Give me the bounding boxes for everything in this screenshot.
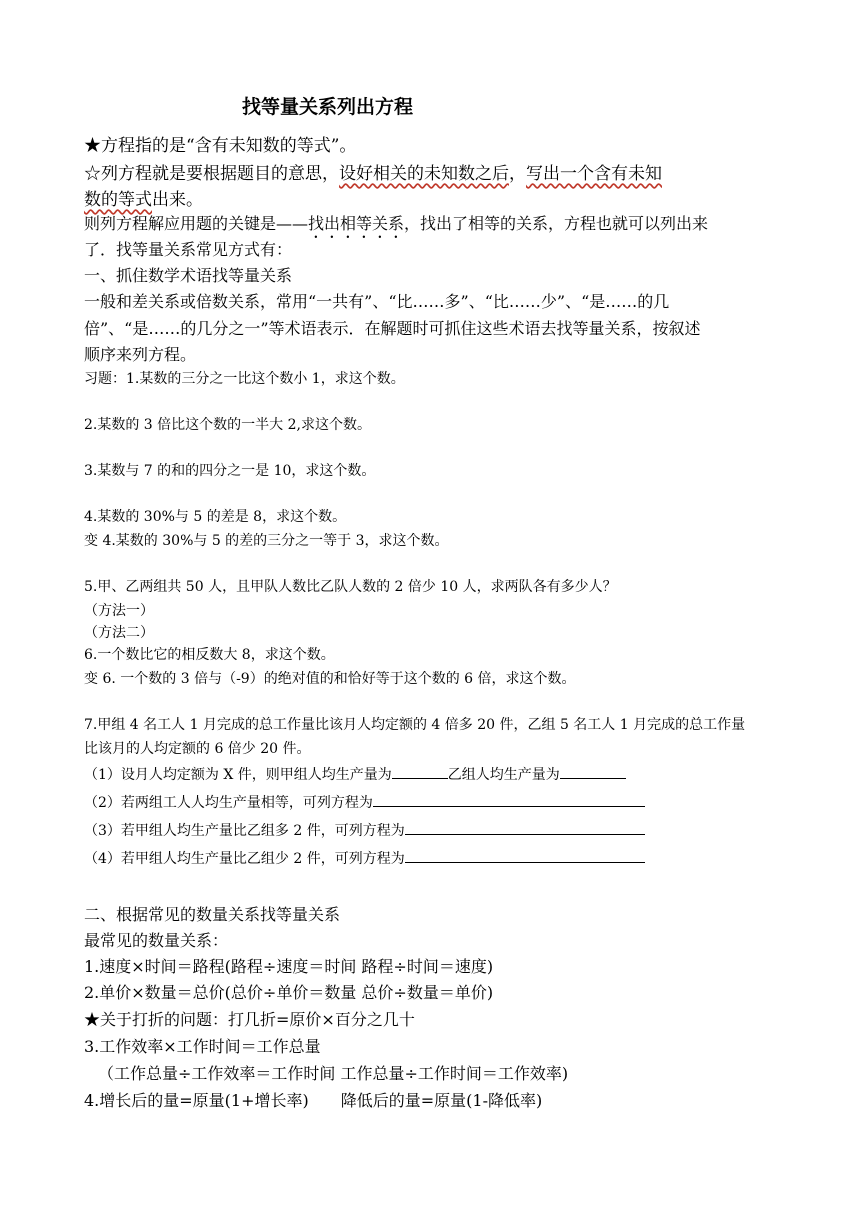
text-span: 出来。 <box>152 190 203 210</box>
emphasized-text: 设好相关的未知数之后 <box>339 164 509 184</box>
answer-blank[interactable] <box>405 848 645 863</box>
section1-heading: 一、抓住数学术语找等量关系 <box>84 266 293 285</box>
answer-blank[interactable] <box>560 764 626 779</box>
subquestion-2 <box>84 792 645 812</box>
text-span: （2）若两组工人人均生产量相等，可列方程为 <box>84 795 373 811</box>
text-span: ， <box>509 164 526 184</box>
method-1: （方法一） <box>84 603 154 619</box>
intro-line-2 <box>84 159 662 184</box>
emphasized-text: 写出一个含有未知 <box>526 164 662 184</box>
text-span: 则列方程解应用题的关键是—— <box>84 214 309 233</box>
emphasized-text: 数的等式 <box>84 190 152 210</box>
section2-heading: 二、根据常见的数量关系找等量关系 <box>84 905 341 924</box>
intro-line-3 <box>84 185 203 210</box>
exercise-3: 3.某数与 7 的和的四分之一是 10，求这个数。 <box>84 463 376 479</box>
answer-blank[interactable] <box>405 820 645 835</box>
exercise-7-line-1: 7.甲组 4 名工人 1 月完成的总工作量比该月人均定额的 4 倍多 20 件，乙组 5 名工人 1 月完成的总工作量 <box>84 717 746 733</box>
exercise-4-variant: 变 4.某数的 30%与 5 的差的三分之一等于 3，求这个数。 <box>84 533 449 549</box>
subquestion-3 <box>84 820 645 840</box>
exercise-1: 习题：1.某数的三分之一比这个数小 1，求这个数。 <box>84 371 405 387</box>
text-span: 乙组人均生产量为 <box>447 767 560 783</box>
relation-4: 4.增长后的量=原量(1+增长率) 降低后的量=原量(1-降低率) <box>84 1091 543 1110</box>
relation-2: 2.单价×数量＝总价(总价÷单价＝数量 总价÷数量＝单价) <box>84 983 494 1002</box>
relation-3-detail: （工作总量÷工作效率＝工作时间 工作总量÷工作时间＝工作效率) <box>98 1064 569 1083</box>
exercise-6-variant: 变 6. 一个数的 3 倍与（-9）的绝对值的和恰好等于这个数的 6 倍，求这个数。 <box>84 671 576 687</box>
relation-discount: ★关于打折的问题：打几折=原价×百分之几十 <box>84 1010 415 1029</box>
text-span: ☆列方程就是要根据题目的意思， <box>84 164 339 184</box>
exercise-6: 6.一个数比它的相反数大 8，求这个数。 <box>84 647 335 663</box>
method-2: （方法二） <box>84 625 154 641</box>
text-span: （4）若甲组人均生产量比乙组少 2 件，可列方程为 <box>84 851 405 867</box>
intro-line-5: 了．找等量关系常见方式有： <box>84 240 293 259</box>
exercise-5: 5.甲、乙两组共 50 人，且甲队人数比乙队人数的 2 倍少 10 人，求两队各有多少人？ <box>84 579 617 595</box>
text-span: ，找出了相等的关系，方程也就可以列出来 <box>404 214 709 233</box>
subquestion-4 <box>84 848 645 868</box>
subquestion-1 <box>84 764 626 784</box>
exercise-4: 4.某数的 30%与 5 的差是 8，求这个数。 <box>84 509 347 525</box>
dotted-text: 找出相等关系 <box>308 214 405 233</box>
relation-1: 1.速度×时间＝路程(路程÷速度＝时间 路程÷时间＝速度) <box>84 957 494 976</box>
page-title: 找等量关系列出方程 <box>242 96 414 118</box>
intro-definition: ★方程指的是“含有未知数的等式”。 <box>84 136 357 156</box>
answer-blank[interactable] <box>373 792 645 807</box>
relation-3: 3.工作效率×工作时间＝工作总量 <box>84 1037 321 1056</box>
text-span: （1）设月人均定额为 X 件，则甲组人均生产量为 <box>84 767 392 783</box>
section1-paragraph-2: 倍”、“是……的几分之一”等术语表示．在解题时可抓住这些术语去找等量关系，按叙述 <box>84 319 701 338</box>
section1-paragraph-1: 一般和差关系或倍数关系，常用“一共有”、“比……多”、“比……少”、“是……的几 <box>84 292 670 311</box>
exercise-2: 2.某数的 3 倍比这个数的一半大 2,求这个数。 <box>84 417 371 433</box>
exercise-7-line-2: 比该月的人均定额的 6 倍少 20 件。 <box>84 741 311 757</box>
section1-paragraph-3: 顺序来列方程。 <box>84 345 197 364</box>
section2-subheading: 最常见的数量关系： <box>84 931 229 950</box>
text-span: （3）若甲组人均生产量比乙组多 2 件，可列方程为 <box>84 823 405 839</box>
answer-blank[interactable] <box>392 764 448 779</box>
